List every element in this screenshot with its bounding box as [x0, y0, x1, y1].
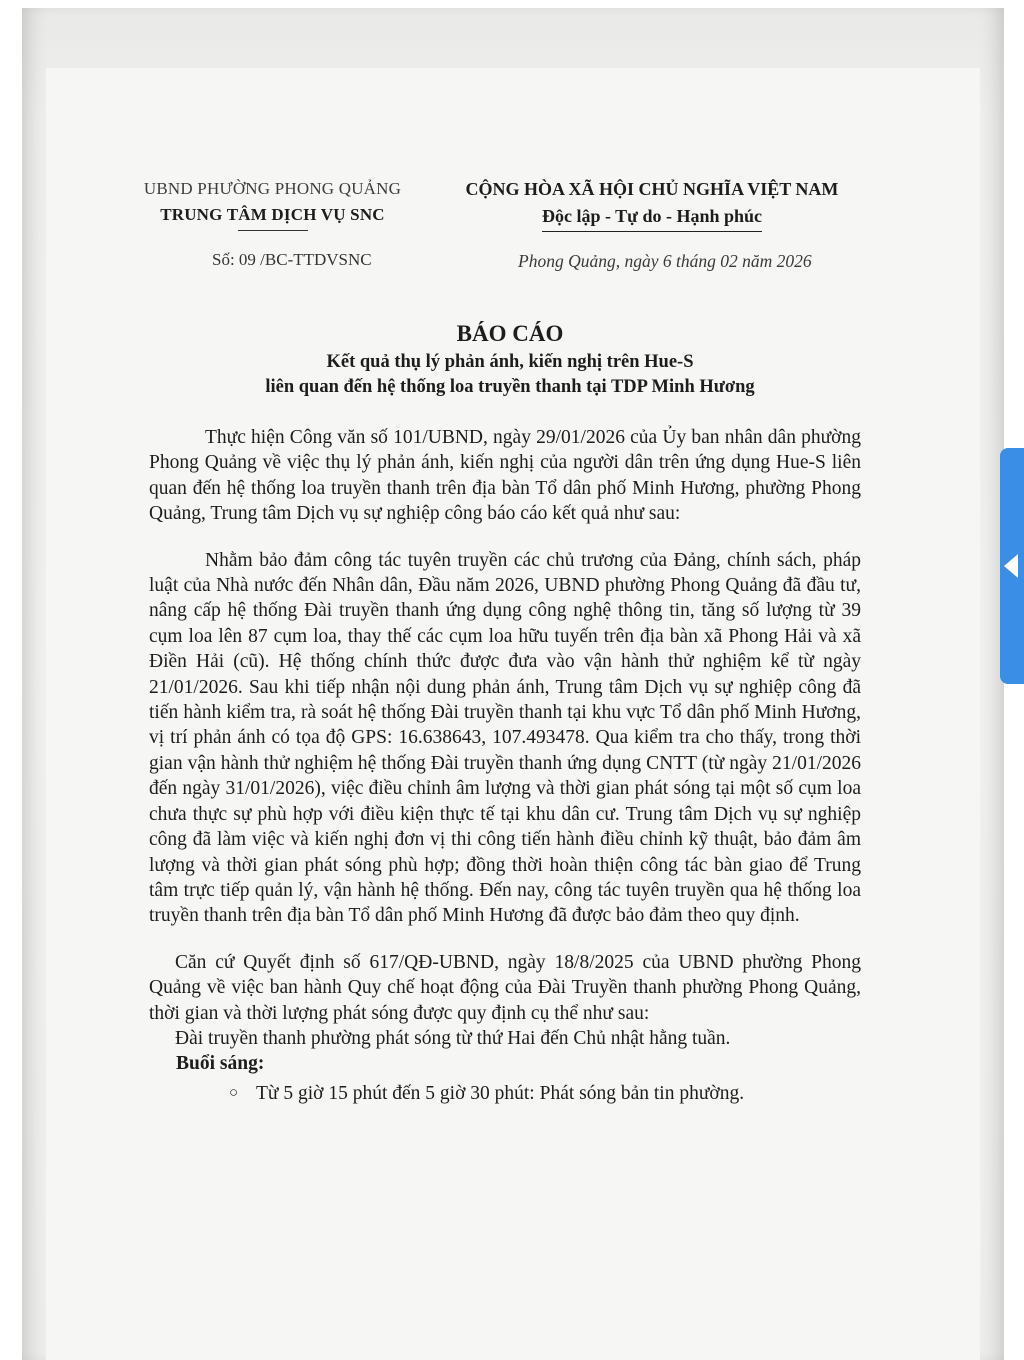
paragraph-introduction: Thực hiện Công văn số 101/UBND, ngày 29/01/2026 của Ủy ban nhân dân phường Phong Quảng về việc thụ lý phản ánh, kiến nghị của người dân trên ứng dụng Hue-S liên quan đến hệ thống loa truyền thanh trên địa bàn Tổ dân phố Minh Hương, phường Phong Quảng, Trung tâm Dịch vụ sự nghiệp công báo cáo kết quả như sau:	[149, 427, 861, 525]
list-item	[149, 1081, 861, 1106]
side-panel-toggle-button[interactable]	[1000, 448, 1024, 684]
report-title: BÁO CÁO	[456, 321, 564, 346]
report-subtitle-line-2: liên quan đến hệ thống loa truyền thanh tại TDP Minh Hương	[265, 377, 755, 397]
parent-agency-name: UBND PHƯỜNG PHONG QUẢNG	[143, 179, 402, 198]
paragraph-inspection-result: Nhằm bảo đảm công tác tuyên truyền các chủ trương của Đảng, chính sách, pháp luật của Nhà nước đến Nhân dân, Đầu năm 2026, UBND phường Phong Quảng đã đầu tư, nâng cấp hệ thống Đài truyền thanh ứng dụng công nghệ thông tin, tăng số lượng từ 39 cụm loa lên 87 cụm loa, thay thế các cụm loa hữu tuyến trên địa bàn xã Phong Hải và xã Điền Hải (cũ). Hệ thống chính thức được đưa vào vận hành thử nghiệm kể từ ngày 21/01/2026. Sau khi tiếp nhận nội dung phản ánh, Trung tâm Dịch vụ sự nghiệp công đã tiến hành kiểm tra, rà soát hệ thống Đài truyền thanh tại khu vực Tổ dân phố Minh Hương, vị trí phản ánh có tọa độ GPS: 16.638643, 107.493478. Qua kiểm tra cho thấy, trong thời gian vận hành thử nghiệm hệ thống Đài truyền thanh ứng dụng CNTT (từ ngày 21/01/2026 đến ngày 31/01/2026), việc điều chỉnh âm lượng và thời gian phát sóng tại một số cụm loa chưa thực sự phù hợp với điều kiện thực tế tại khu dân cư. Trung tâm Dịch vụ sự nghiệp công đã làm việc và kiến nghị đơn vị thi công tiến hành điều chỉnh kỹ thuật, bảo đảm âm lượng và thời gian phát sóng phù hợp; đồng thời hoàn thiện công tác bàn giao để Trung tâm trực tiếp quản lý, vận hành hệ thống. Đến nay, công tác tuyên truyền qua hệ thống loa truyền thanh trên địa bàn Tổ dân phố Minh Hương đã được bảo đảm theo quy định.	[149, 549, 861, 927]
chevron-left-icon	[1004, 554, 1018, 578]
morning-heading: Buổi sáng:	[176, 1053, 265, 1075]
document-number: Số: 09 /BC-TTDVSNC	[212, 250, 372, 269]
report-body	[149, 425, 861, 1106]
issuing-agency-header	[130, 176, 415, 231]
paragraph-legal-basis: Căn cứ Quyết định số 617/QĐ-UBND, ngày 18/8/2025 của UBND phường Phong Quảng về việc ban hành Quy chế hoạt động của Đài Truyền thanh phường Phong Quảng, thời gian và thời lượng phát sóng được quy định cụ thể như sau:	[149, 951, 861, 1024]
broadcast-schedule-line: Đài truyền thanh phường phát sóng từ thứ Hai đến Chủ nhật hằng tuần.	[175, 1027, 731, 1049]
report-subtitle-line-1: Kết quả thụ lý phản ánh, kiến nghị trên Hue-S	[326, 352, 694, 372]
country-name: CỘNG HÒA XÃ HỘI CHỦ NGHĨA VIỆT NAM	[465, 179, 839, 199]
agency-name: TRUNG TÂM DỊCH VỤ SNC	[160, 205, 385, 224]
national-header	[452, 176, 852, 232]
viewer-left-margin	[0, 0, 22, 1360]
national-motto: Độc lập - Tự do - Hạnh phúc	[542, 203, 762, 232]
list-item-text: Từ 5 giờ 15 phút đến 5 giờ 30 phút: Phát sóng bản tin phường.	[256, 1082, 745, 1104]
bullet-circle-icon: ○	[229, 1084, 239, 1101]
place-and-date: Phong Quảng, ngày 6 tháng 02 năm 2026	[518, 251, 812, 271]
agency-underline	[238, 230, 308, 231]
report-title-block	[140, 318, 880, 400]
